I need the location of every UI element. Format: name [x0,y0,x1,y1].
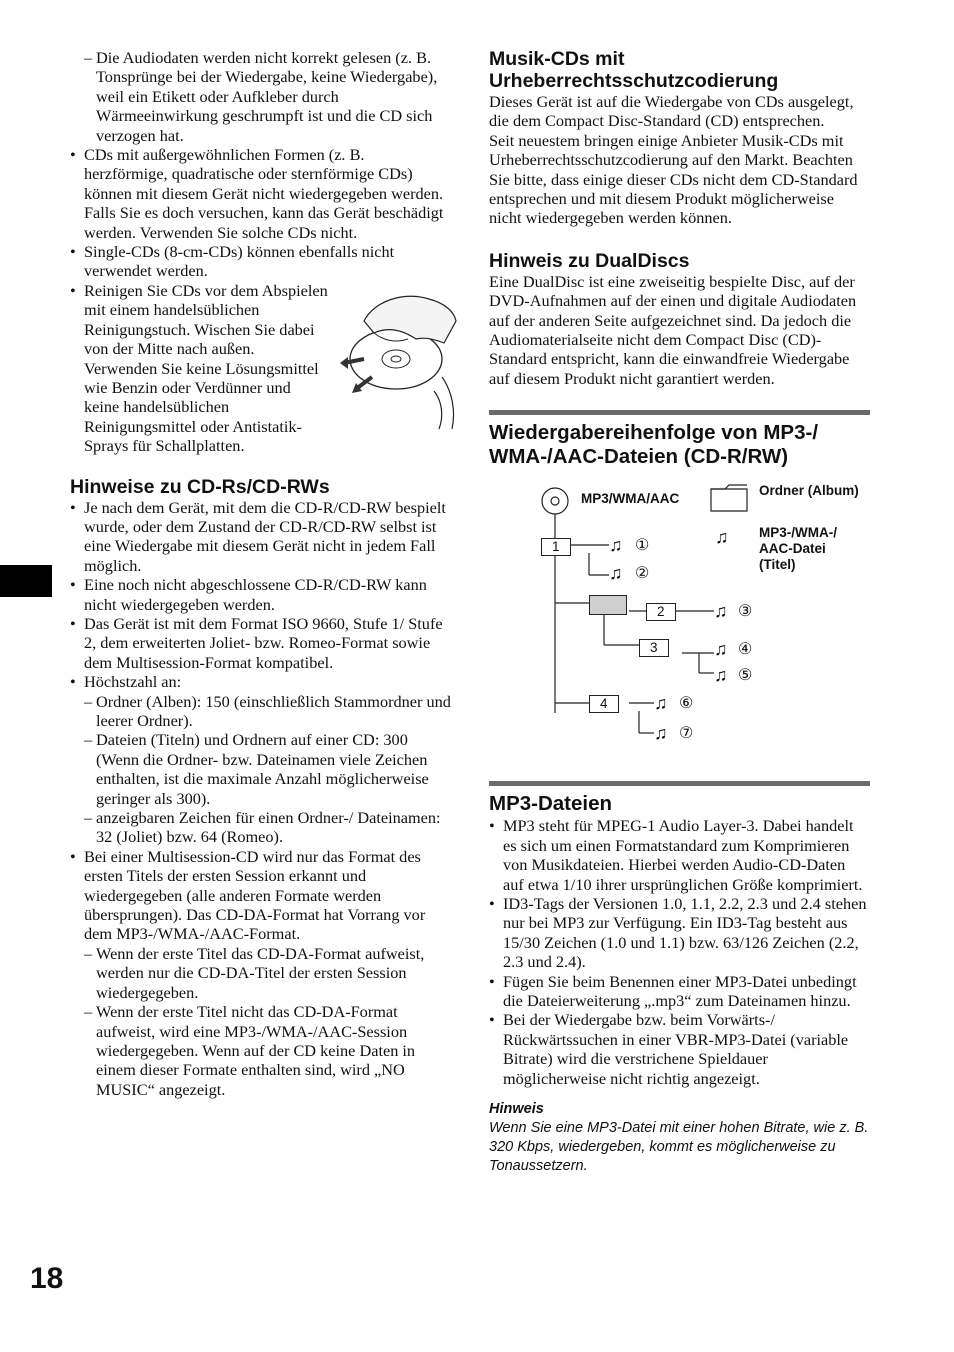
bullet-item: • Single-CDs (8-cm-CDs) können ebenfalls nicht verwendet werden. [70,242,452,281]
legend-folder-label: Ordner (Album) [759,483,859,499]
section-tab-marker [0,565,52,597]
dash-text: Wenn der erste Titel nicht das CD-DA-Format aufweist, wird eine MP3-/WMA-/AAC-Session wiedergegeben. Wenn auf der CD keine Daten in einem dieser Formate enthalten sind, wird „NO MUSIC“ angezeigt. [96,1002,416,1099]
track-icon: ♫ [714,665,728,686]
track-icon: ♫ [609,535,623,556]
bullet-item: • Das Gerät ist mit dem Format ISO 9660, Stufe 1/ Stufe 2, dem erweiterten Joliet- bzw. Romeo-Format sowie dem Multisession-Format kompatibel. [70,614,452,672]
dash-item: – Ordner (Alben): 150 (einschließlich Stammordner und leerer Ordner). [84,691,451,730]
bullet-item: • Fügen Sie beim Benennen einer MP3-Datei unbedingt die Dateierweiterung „.mp3“ zum Dateinamen hinzu. [489,972,870,1011]
bullet-item: • Höchstzahl an: [70,672,182,692]
folder-icon [589,595,627,615]
bullet-text: Eine noch nicht abgeschlossene CD-R/CD-RW kann nicht wiedergegeben werden. [84,575,427,614]
section-heading-cdr: Hinweise zu CD-Rs/CD-RWs [70,475,330,498]
disc-icon [542,488,568,514]
left-column [70,48,452,1099]
section-heading-dualdisc: Hinweis zu DualDiscs [489,249,690,272]
cd-cleaning-illustration [334,281,464,431]
bullet-text: CDs mit außergewöhnlichen Formen (z. B. herzförmige, quadratische oder sternförmige CDs) können mit diesem Gerät nicht wiedergegeben werden. Falls Sie es doch versuchen, kann das Gerät beschädigt werden. Verwenden Sie solche CDs nicht. [84,145,444,242]
bullet-item: • CDs mit außergewöhnlichen Formen (z. B. herzförmige, quadratische oder sternförmige CDs) können mit diesem Gerät nicht wiedergegeben werden. Falls Sie es doch versuchen, kann das Gerät beschädigt werden. Verwenden Sie solche CDs nicht. [70,145,452,242]
bullet-text: Das Gerät ist mit dem Format ISO 9660, Stufe 1/ Stufe 2, dem erweiterten Joliet- bzw. Romeo-Format sowie dem Multisession-Format kompatibel. [84,613,443,672]
track-icon: ♫ [714,639,728,660]
legend-file-label: MP3-/WMA-/ AAC-Datei (Titel) [759,525,837,573]
legend-folder-icon [711,489,747,511]
dash-item: – Die Audiodaten werden nicht korrekt gelesen (z. B. Tonsprünge bei der Wiedergabe, keine Wiedergabe), weil ein Etikett oder Aufkleber durch Wärmeeinwirkung geschrumpft ist und die CD sich verzogen hat. [84,48,452,145]
section-heading-play-order: Wiedergabereihenfolge von MP3-/ WMA-/AAC-Dateien (CD-R/RW) [489,421,819,469]
bullet-item: • MP3 steht für MPEG-1 Audio Layer-3. Dabei handelt es sich um einen Formatstandard zum Komprimieren von Musikdateien. Hierbei werden Audio-CD-Daten auf etwa 1/10 ihrer ursprünglichen Größe komprimiert. [489,816,870,894]
dash-text: Dateien (Titeln) und Ordnern auf einer CD: 300 (Wenn die Ordner- bzw. Dateinamen viele Zeichen enthalten, ist die maximale Anzahl möglicherweise geringer als 300). [96,730,429,808]
folder-4: 4 [589,695,619,713]
section-rule [489,781,870,816]
section-rule [489,410,870,469]
note-heading: Hinweis [489,1100,544,1117]
dash-text: anzeigbaren Zeichen für einen Ordner-/ Dateinamen: 32 (Joliet) bzw. 64 (Romeo). [96,808,441,847]
folder-tree-diagram [489,483,870,773]
track-icon: ♫ [609,563,623,584]
dash-text: Wenn der erste Titel das CD-DA-Format aufweist, werden nur die CD-DA-Titel der ersten Session wiedergegeben. [96,943,425,1002]
right-column [489,48,870,1176]
bullet-item: • Eine noch nicht abgeschlossene CD-R/CD-RW kann nicht wiedergegeben werden. [70,575,452,614]
dash-text: Ordner (Alben): 150 (einschließlich Stammordner und leerer Ordner). [96,691,451,730]
bullet-item: • Bei einer Multisession-CD wird nur das Format des ersten Titels der ersten Session erkannt und wiedergegeben (alle anderen Formate werden übersprungen). Das CD-DA-Format hat Vorrang vor dem MP3-/WMA-/AAC-Format. [70,847,452,944]
bullet-text: ID3-Tags der Versionen 1.0, 1.1, 2.2, 2.3 und 2.4 stehen nur bei MP3 zur Verfügung. Ein ID3-Tag besteht aus 15/30 Zeichen (1.0 und 1.1) bzw. 63/126 Zeichen (2.2, 2.3 und 2.4). [503,893,867,972]
track-5: ⑤ [738,667,753,685]
bullet-text: Höchstzahl an: [84,672,182,692]
bullet-text: Bei der Wiedergabe bzw. beim Vorwärts-/ Rückwärtssuchen in einer VBR-MP3-Datei (variable Bitrate) wird die verstrichene Spieldauer möglicherweise nicht richtig angezeigt. [503,1010,849,1088]
bullet-text: Je nach dem Gerät, mit dem die CD-R/CD-RW bespielt wurde, oder dem Zustand der CD-R/CD-RW selbst ist eine Wiedergabe mit diesem Gerät nicht in jedem Fall möglich. [84,497,446,575]
page-number: 18 [30,1262,64,1295]
dash-item: – Wenn der erste Titel das CD-DA-Format aufweist, werden nur die CD-DA-Titel der ersten Session wiedergegeben. [84,944,452,1002]
folder-3: 3 [639,639,669,657]
bullet-item: • Reinigen Sie CDs vor dem Abspielen mit einem handelsüblichen Reinigungstuch. Wischen Sie dabei von der Mitte nach außen. Verwenden Sie keine Lösungsmittel wie Benzin oder Verdünner und keine handelsüblichen Reinigungsmittel oder Antistatik-Sprays für Schallplatten. [70,281,452,456]
track-3: ③ [738,603,753,621]
track-icon: ♫ [654,723,668,744]
dash-item: – Dateien (Titeln) und Ordnern auf einer CD: 300 (Wenn die Ordner- bzw. Dateinamen viele Zeichen enthalten, ist die maximale Anzahl möglicherweise geringer als 300). [84,730,452,808]
bullet-text: Fügen Sie beim Benennen einer MP3-Datei unbedingt die Dateierweiterung „.mp3“ zum Dateinamen hinzu. [503,971,857,1010]
section-heading-copy-protection: Musik-CDs mit Urheberrechtsschutzcodierung [489,48,779,92]
track-2: ② [635,565,650,583]
track-7: ⑦ [679,725,694,743]
note-text: Wenn Sie eine MP3-Datei mit einer hohen Bitrate, wie z. B. 320 Kbps, wiedergeben, kommt es möglicherweise zu Tonaussetzern. [489,1120,869,1175]
dash-item: – anzeigbaren Zeichen für einen Ordner-/ Dateinamen: 32 (Joliet) bzw. 64 (Romeo). [84,808,452,847]
bullet-text: Bei einer Multisession-CD wird nur das Format des ersten Titels der ersten Session erkannt und wiedergegeben (alle anderen Formate werden übersprungen). Das CD-DA-Format hat Vorrang vor dem MP3-/WMA-/AAC-Format. [84,846,426,944]
bullet-text [84,281,452,456]
track-1: ① [635,537,650,555]
track-6: ⑥ [679,695,694,713]
bullet-item: • ID3-Tags der Versionen 1.0, 1.1, 2.2, 2.3 und 2.4 stehen nur bei MP3 zur Verfügung. Ein ID3-Tag besteht aus 15/30 Zeichen (1.0 und 1.1) bzw. 63/126 Zeichen (2.2, 2.3 und 2.4). [489,894,870,972]
bullet-item: • Bei der Wiedergabe bzw. beim Vorwärts-/ Rückwärtssuchen in einer VBR-MP3-Datei (variable Bitrate) wird die verstrichene Spieldauer möglicherweise nicht richtig angezeigt. [489,1010,870,1088]
folder-1: 1 [541,538,571,556]
paragraph: Seit neuestem bringen einige Anbieter Musik-CDs mit Urheberrechtsschutzcodierung auf den Markt. Beachten Sie bitte, dass einige dieser CDs nicht dem CD-Standard entsprechen und mit diesem Produkt möglicherweise nicht wiedergegeben werden können. [489,130,858,228]
dash-text: Die Audiodaten werden nicht korrekt gelesen (z. B. Tonsprünge bei der Wiedergabe, keine Wiedergabe), weil ein Etikett oder Aufkleber durch Wärmeeinwirkung geschrumpft ist und die CD sich verzogen hat. [96,48,438,145]
folder-2: 2 [646,603,676,621]
legend-file-icon: ♫ [715,527,729,548]
bullet-text-body: Reinigen Sie CDs vor dem Abspielen mit einem handelsüblichen Reinigungstuch. Wischen Sie dabei von der Mitte nach außen. Verwenden Sie keine Lösungsmittel wie Benzin oder Verdünner und keine handelsüblichen Reinigungsmittel oder Antistatik-Sprays für Schallplatten. [84,280,328,456]
track-4: ④ [738,641,753,659]
section-heading-mp3: MP3-Dateien [489,792,613,816]
paragraph: Eine DualDisc ist eine zweiseitig bespielte Disc, auf der DVD-Aufnahmen auf der einen und digitale Audiodaten auf der anderen Seite aufgezeichnet sind. Da jedoch die Audiomaterialseite nicht dem Compact Disc (CD)-Standard entspricht, kann die einwandfreie Wiedergabe auf diesem Produkt nicht garantiert werden. [489,271,857,388]
track-icon: ♫ [714,601,728,622]
track-icon: ♫ [654,693,668,714]
root-label: MP3/WMA/AAC [581,491,680,507]
paragraph: Dieses Gerät ist auf die Wiedergabe von CDs ausgelegt, die dem Compact Disc-Standard (CD) entsprechen. [489,92,854,131]
bullet-item: • Je nach dem Gerät, mit dem die CD-R/CD-RW bespielt wurde, oder dem Zustand der CD-R/CD-RW selbst ist eine Wiedergabe mit diesem Gerät nicht in jedem Fall möglich. [70,498,452,576]
dash-item: – Wenn der erste Titel nicht das CD-DA-Format aufweist, wird eine MP3-/WMA-/AAC-Session wiedergegeben. Wenn auf der CD keine Daten in einem dieser Formate enthalten sind, wird „NO MUSIC“ angezeigt. [84,1002,452,1099]
bullet-text: Single-CDs (8-cm-CDs) können ebenfalls nicht verwendet werden. [84,242,395,281]
bullet-text: MP3 steht für MPEG-1 Audio Layer-3. Dabei handelt es sich um einen Formatstandard zum Komprimieren von Musikdateien. Hierbei werden Audio-CD-Daten auf etwa 1/10 ihrer ursprünglichen Größe komprimiert. [503,816,863,894]
